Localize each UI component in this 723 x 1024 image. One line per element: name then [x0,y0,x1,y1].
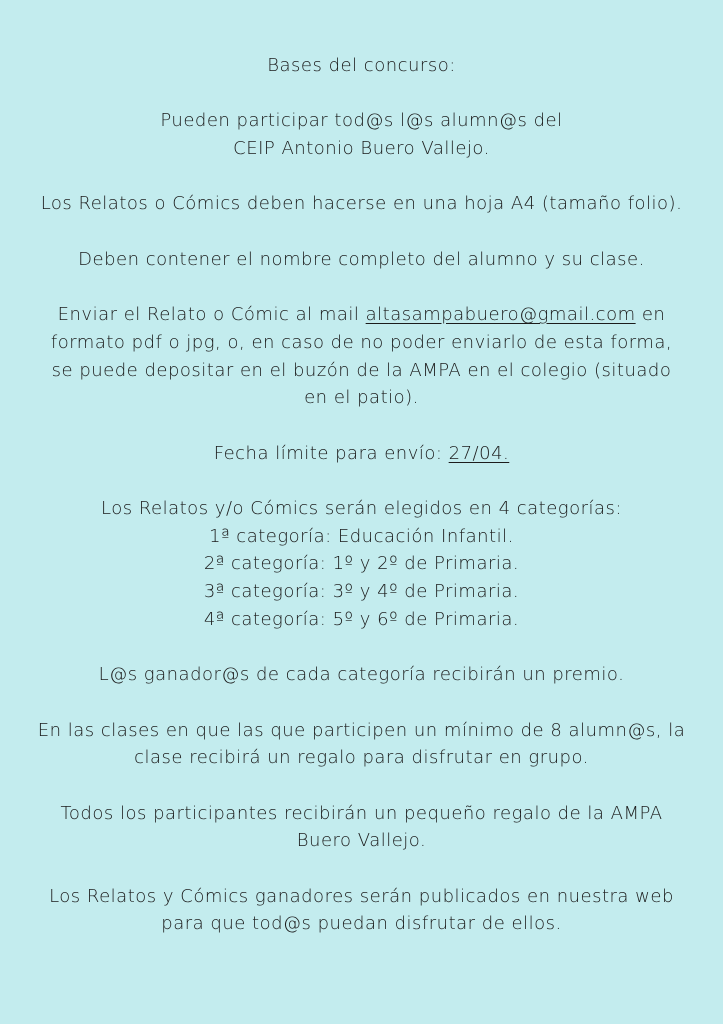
category-item: 1ª categoría: Educación Infantil. [209,525,514,547]
class-prize-line-2: clase recibirá un regalo para disfrutar en grupo. [134,747,589,769]
winners-rule: L@s ganador@s de cada categoría recibirán un premio. [98,664,625,686]
spacer [0,163,723,191]
category-item: 4ª categoría: 5º y 6º de Primaria. [203,608,520,630]
categories-intro: Los Relatos y/o Cómics serán elegidos en 4 categorías: [101,498,622,519]
submission-line-1-post: en [635,304,666,326]
participants-line-1: Pueden participar tod@s l@s alumn@s del [160,110,563,132]
deadline-date: 27/04. [448,442,510,464]
format-rule: Los Relatos o Cómics deben hacerse en una hoja A4 (tamaño folio). [40,193,683,215]
spacer [0,633,723,661]
deadline [0,440,723,468]
spacer [0,412,723,440]
deadline-label: Fecha límite para envío: [213,442,449,464]
category-item: 2ª categoría: 1º y 2º de Primaria. [203,553,520,575]
publication-line-2: para que tod@s puedan disfrutar de ellos. [161,913,562,935]
all-participants-line-1: Todos los participantes recibirán un pequeño regalo de la AMPA [60,802,663,824]
submission-line-1 [0,301,723,329]
publication-line-1: Los Relatos y Cómics ganadores serán publicados en nuestra web [49,885,674,907]
spacer [0,689,723,717]
category-item: 3ª categoría: 3º y 4º de Primaria. [203,581,520,603]
submission-line-2: formato pdf o jpg, o, en caso de no poder enviarlo de esta forma, [50,331,673,353]
class-prize-line-1: En las clases en que las que participen un mínimo de 8 alumn@s, la [37,719,686,741]
name-rule: Deben contener el nombre completo del alumno y su clase. [78,248,645,270]
submission-line-3: se puede depositar en el buzón de la AMPA en el colegio (situado [51,359,672,381]
all-participants-line-2: Buero Vallejo. [296,830,427,852]
page-title: Bases del concurso: [267,55,456,76]
spacer [0,218,723,246]
submission-line-4: en el patio). [304,387,419,409]
submission-line-1-pre: Enviar el Relato o Cómic al mail [57,304,366,326]
spacer [0,772,723,800]
participants-line-2: CEIP Antonio Buero Vallejo. [233,138,490,160]
spacer [0,855,723,883]
spacer [0,80,723,108]
spacer [0,274,723,302]
email-link[interactable]: altasampabuero@gmail.com [365,304,636,326]
spacer [0,467,723,495]
